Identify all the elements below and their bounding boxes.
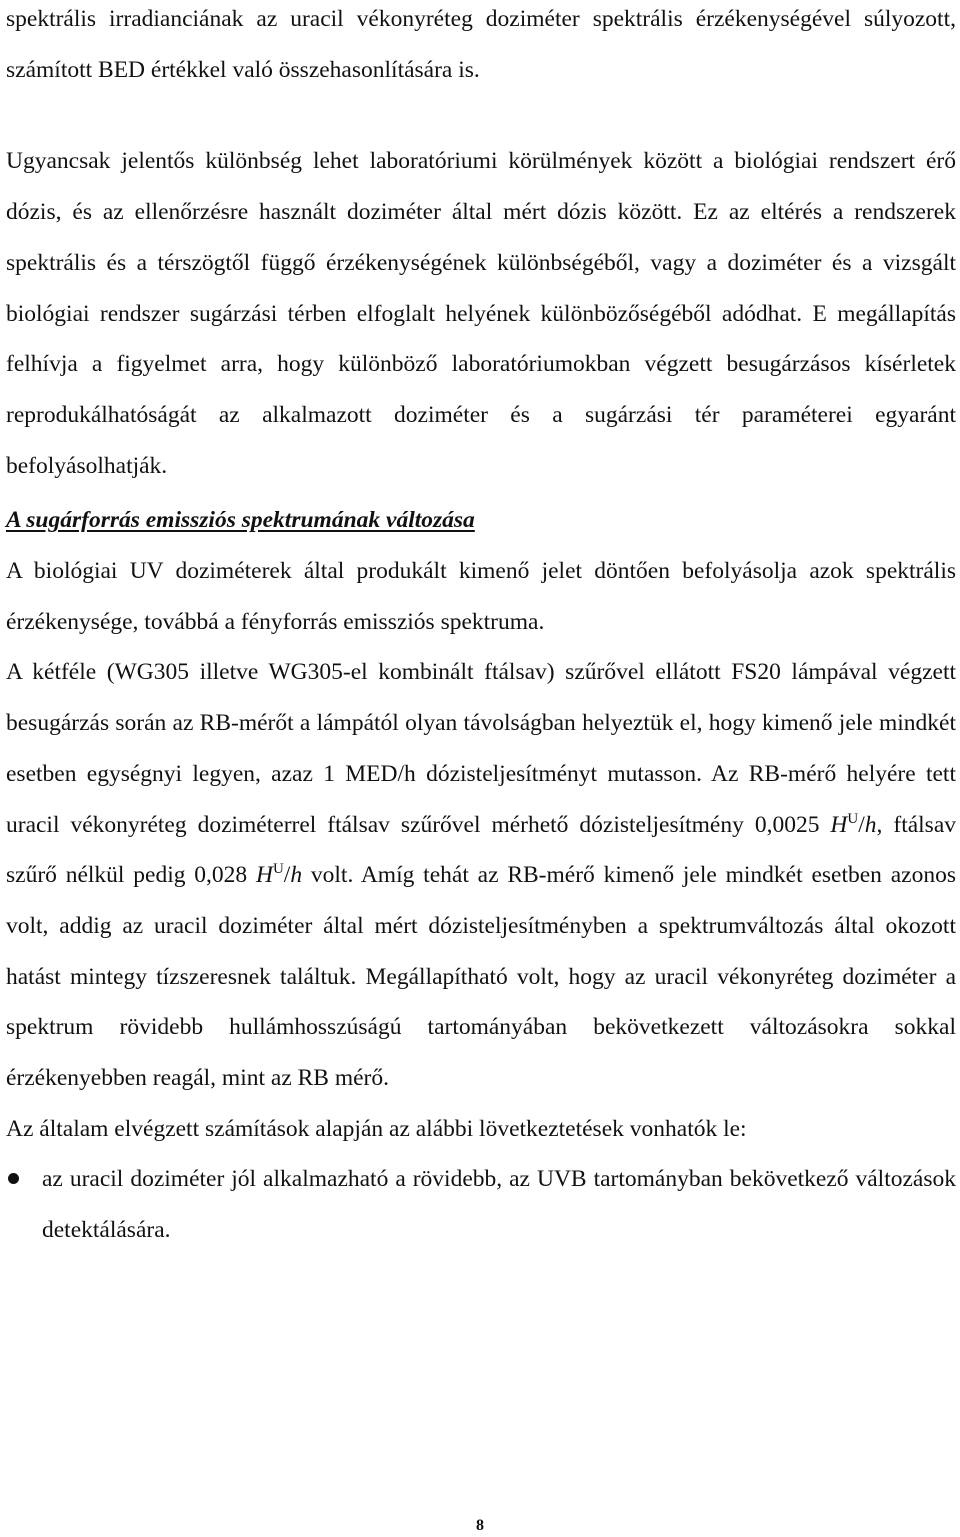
- dose-unit-u-1: U: [847, 810, 859, 827]
- paragraph-intro: spektrális irradianciának az uracil vékonyréteg doziméter spektrális érzékenységével súlyozott, számított BED értékkel való összehasonlítására is.: [6, 6, 956, 83]
- filter-text-c: volt. Amíg tehát az RB-mérő kimenő jele mindkét esetben azonos volt, addig az uracil doziméter által mért dózisteljesítményben a spektrumváltozás által okozott hatást mintegy tízszeresnek találtuk. Megállapítható volt, hogy az uracil vékonyréteg doziméter a spektrum rövidebb hullámhosszúságú tartományában bekövetkezett változásokra sokkal érzékenyebben reagál, mint az RB mérő.: [6, 862, 956, 1092]
- paragraph-dose-difference: Ugyancsak jelentős különbség lehet laboratóriumi körülmények között a biológiai rendszert érő dózis, és az ellenőrzésre használt doziméter által mért dózis között. Ez az eltérés a rendszerek spektrális és a térszögtől függő érzékenységének különbségéből, vagy a doziméter és a vizsgált biológiai rendszer sugárzási térben elfoglalt helyének különbözőségéből adódhat. E megállapítás felhívja a figyelmet arra, hogy különböző laboratóriumokban végzett besugárzásos kísérletek reprodukálhatóságát az alkalmazott doziméter és a sugárzási tér paraméterei egyaránt befolyásolhatják.: [6, 148, 956, 479]
- page-number: 8: [476, 1517, 484, 1534]
- conclusions-list: [6, 1154, 956, 1255]
- dose-unit-hour-2: h: [290, 862, 303, 889]
- document-page: [6, 0, 956, 1256]
- bullet-icon: [8, 1173, 19, 1184]
- paragraph-spectral-sensitivity: A biológiai UV doziméterek által produkált kimenő jelet döntően befolyásolja azok spektrális érzékenysége, továbbá a fényforrás emissziós spektruma.: [6, 558, 956, 635]
- dose-unit-u-2: U: [272, 861, 284, 878]
- dose-unit-slash-2: /: [283, 862, 291, 889]
- paragraph-filter-experiment: [6, 647, 956, 1103]
- list-item: [6, 1154, 956, 1255]
- dose-unit-h-1: H: [830, 811, 848, 838]
- dose-unit-slash-1: /: [858, 811, 865, 838]
- paragraph-conclusions-intro: Az általam elvégzett számítások alapján az alábbi lövetkeztetések vonhatók le:: [6, 1115, 747, 1142]
- dose-unit-h-2: H: [255, 862, 273, 889]
- filter-text-b: , ftálsav szűrő nélkül pedig 0,028: [6, 811, 957, 889]
- list-item-text: az uracil doziméter jól alkalmazható a rövidebb, az UVB tartományban bekövetkező változások detektálására.: [42, 1166, 956, 1244]
- dose-unit-hour-1: h: [864, 811, 877, 838]
- filter-text-a: A kétféle (WG305 illetve WG305-el kombinált ftálsav) szűrővel ellátott FS20 lámpával végzett besugárzás során az RB-mérőt a lámpától olyan távolságban helyeztük el, hogy kimenő jele mindkét esetben egységnyi legyen, azaz 1 MED/h dózisteljesítményt mutasson. Az RB-mérő helyére tett uracil vékonyréteg doziméterrel ftálsav szűrővel mérhető dózisteljesítmény 0,0025: [6, 659, 956, 838]
- section-heading: A sugárforrás emissziós spektrumának változása: [6, 507, 475, 534]
